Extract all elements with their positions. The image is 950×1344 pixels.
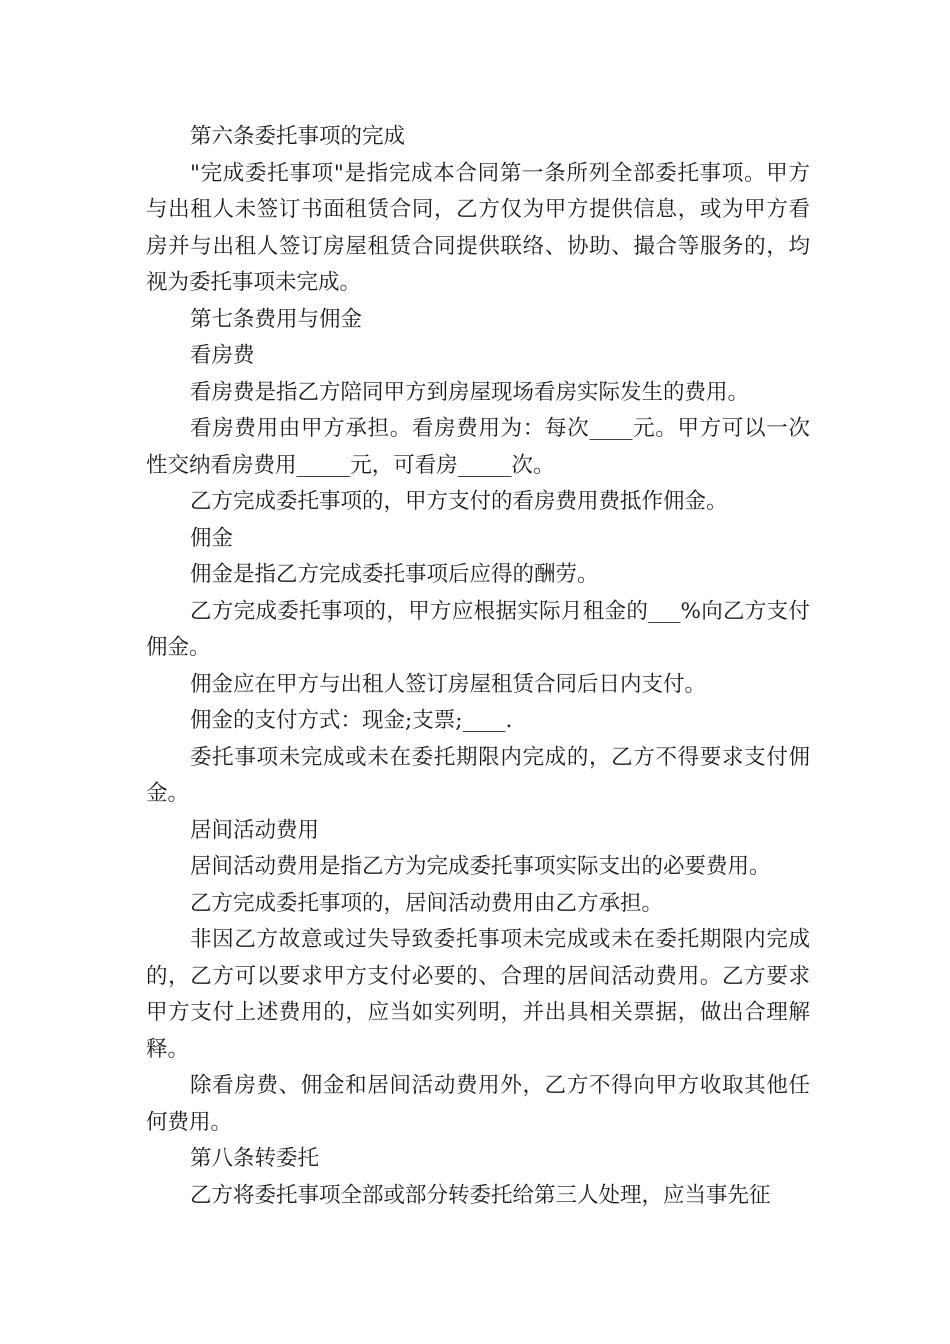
document-body: [146, 119, 810, 1214]
paragraph: "完成委托事项"是指完成本合同第一条所列全部委托事项。甲方与出租人未签订书面租赁合同，乙方仅为甲方提供信息，或为甲方看房并与出租人签订房屋租赁合同提供联络、协助、撮合等服务的，均视为委托事项未完成。: [146, 160, 810, 295]
paragraph: 佣金的支付方式：现金;支票;____.: [190, 708, 513, 733]
article-7-heading: 第七条费用与佣金: [190, 306, 363, 332]
paragraph: 居间活动费用是指乙方为完成委托事项实际支出的必要费用。: [190, 854, 771, 879]
paragraph: 乙方将委托事项全部或部分转委托给第三人处理，应当事先征: [190, 1182, 771, 1208]
paragraph: 佣金是指乙方完成委托事项后应得的酬劳。: [190, 562, 599, 587]
paragraph: 委托事项未完成或未在委托期限内完成的，乙方不得要求支付佣金。: [146, 744, 810, 806]
article-6-heading: 第六条委托事项的完成: [190, 124, 406, 149]
paragraph: 看房费是指乙方陪同甲方到房屋现场看房实际发生的费用。: [190, 379, 750, 405]
subheading-intermediary-expenses: 居间活动费用: [190, 817, 320, 843]
paragraph: 非因乙方故意或过失导致委托事项未完成或未在委托期限内完成的，乙方可以要求甲方支付必要的、合理的居间活动费用。乙方要求甲方支付上述费用的，应当如实列明，并出具相关票据，做出合理解释。: [146, 927, 810, 1062]
subheading-commission: 佣金: [190, 525, 234, 551]
paragraph: 佣金应在甲方与出租人签订房屋租赁合同后日内支付。: [190, 671, 707, 697]
paragraph: 乙方完成委托事项的，甲方支付的看房费用费抵作佣金。: [190, 489, 728, 514]
paragraph: 乙方完成委托事项的，居间活动费用由乙方承担。: [190, 890, 664, 916]
subheading-viewing-fee: 看房费: [190, 343, 255, 368]
paragraph: 除看房费、佣金和居间活动费用外，乙方不得向甲方收取其他任何费用。: [146, 1073, 810, 1135]
paragraph: 看房费用由甲方承担。看房费用为：每次____元。甲方可以一次性交纳看房费用_____元，可看房_____次。: [146, 416, 810, 478]
paragraph: 乙方完成委托事项的，甲方应根据实际月租金的___%向乙方支付佣金。: [146, 598, 810, 660]
article-8-heading: 第八条转委托: [190, 1146, 320, 1171]
